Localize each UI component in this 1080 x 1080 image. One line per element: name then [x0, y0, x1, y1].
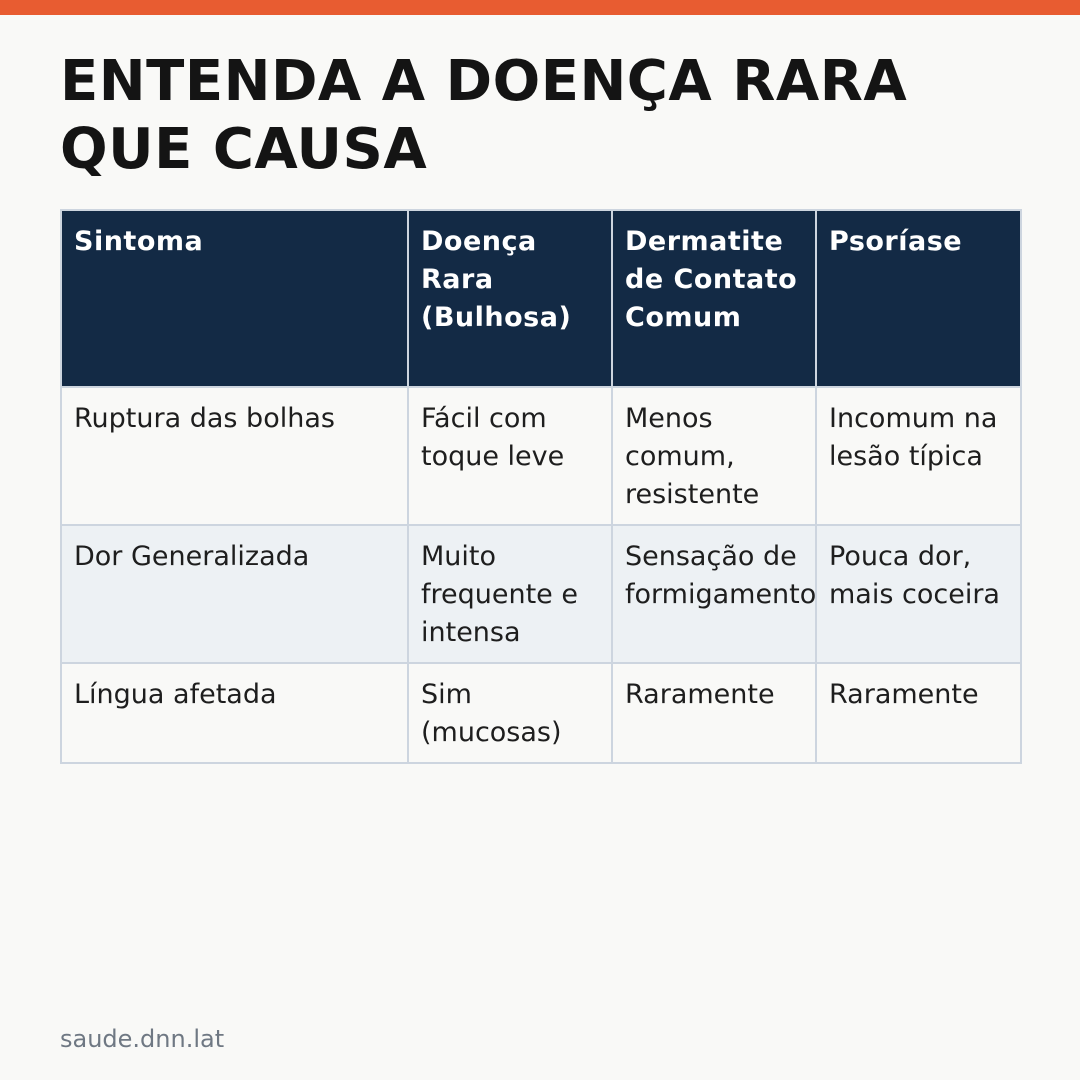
header-doenca-rara: Doença Rara (Bulhosa) — [408, 210, 612, 387]
table-cell-psoriase: Pouca dor, mais coceira — [816, 525, 1021, 663]
table-cell-sintoma: Ruptura das bolhas — [61, 387, 408, 525]
table-cell-doenca-rara: Sim (mucosas) — [408, 663, 612, 763]
header-dermatite: Dermatite de Contato Comum — [612, 210, 816, 387]
page-title: ENTENDA A DOENÇA RARA QUE CAUSA — [60, 49, 908, 182]
table-cell-doenca-rara: Fácil com toque leve — [408, 387, 612, 525]
table-cell-dermatite: Raramente — [612, 663, 816, 763]
table-cell-psoriase: Incomum na lesão típica — [816, 387, 1021, 525]
table-cell-dermatite: Menos comum, resistente — [612, 387, 816, 525]
table-row — [61, 525, 1021, 663]
table-cell-dermatite: Sensação de formigamento — [612, 525, 816, 663]
comparison-table — [60, 209, 1022, 764]
top-accent-bar — [0, 0, 1080, 15]
table-cell-sintoma: Dor Generalizada — [61, 525, 408, 663]
table-row — [61, 387, 1021, 525]
header-sintoma: Sintoma — [61, 210, 408, 387]
table-header-row — [61, 210, 1021, 387]
table-row — [61, 663, 1021, 763]
table-cell-doenca-rara: Muito frequente e intensa — [408, 525, 612, 663]
header-psoriase: Psoríase — [816, 210, 1021, 387]
footer-site-url: saude.dnn.lat — [60, 1025, 225, 1053]
table-cell-psoriase: Raramente — [816, 663, 1021, 763]
table-cell-sintoma: Língua afetada — [61, 663, 408, 763]
